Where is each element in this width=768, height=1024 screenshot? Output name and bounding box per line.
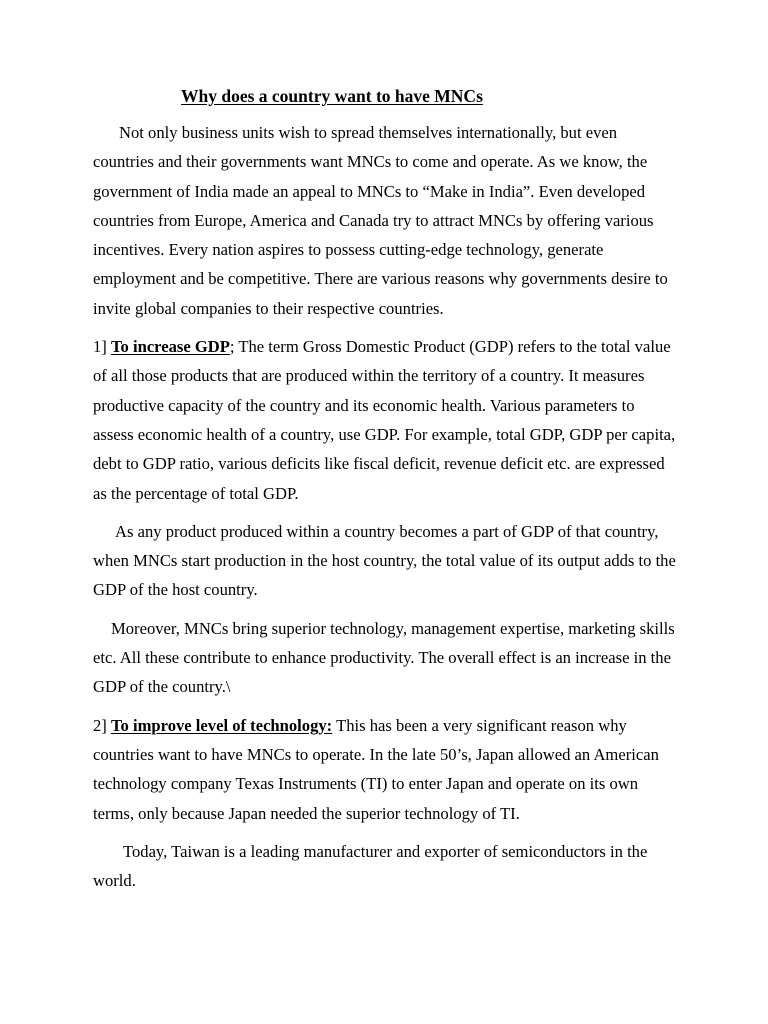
section-1-paragraph [93,332,678,508]
document-page [93,86,678,904]
section-2-paragraph [93,711,678,828]
section-2-heading: To improve level of technology: [110,715,333,735]
section-1-heading: To increase GDP [110,337,230,357]
section-2-paragraph-2: Today, Taiwan is a leading manufacturer and exporter of semiconductors in the world. [93,841,648,891]
section-1-body: ; The term Gross Domestic Product (GDP) refers to the total value of all those products that are produced within the territory of a country. It measures productive capacity of the country and its economic health. Various parameters to assess economic health of a country, use GDP. For example, total GDP, GDP per capita, debt to GDP ratio, various deficits like fiscal deficit, revenue deficit etc. are expressed as the percentage of total GDP. [93,337,676,503]
section-1-number: 1] [93,337,111,357]
intro-paragraph: Not only business units wish to spread themselves internationally, but even countries and their governments want MNCs to come and operate. As we know, the government of India made an appeal to MNCs to “Make in India”. Even developed countries from Europe, America and Canada try to attract MNCs by offering various incentives. Every nation aspires to possess cutting-edge technology, generate employment and be competitive. There are various reasons why governments desire to invite global companies to their respective countries. [93,123,668,318]
section-1-paragraph-2: As any product produced within a country becomes a part of GDP of that country, when MNCs start production in the host country, the total value of its output adds to the GDP of the host country. [93,521,676,600]
section-2-body: This has been a very significant reason why countries want to have MNCs to operate. In the late 50’s, Japan allowed an American technology company Texas Instruments (TI) to enter Japan and operate on its own terms, only because Japan needed the superior technology of TI. [93,715,659,823]
section-2-number: 2] [93,715,111,735]
document-title: Why does a country want to have MNCs [181,86,483,106]
section-1-paragraph-3: Moreover, MNCs bring superior technology, management expertise, marketing skills etc. All these contribute to enhance productivity. The overall effect is an increase in the GDP of the country.\ [93,618,675,697]
